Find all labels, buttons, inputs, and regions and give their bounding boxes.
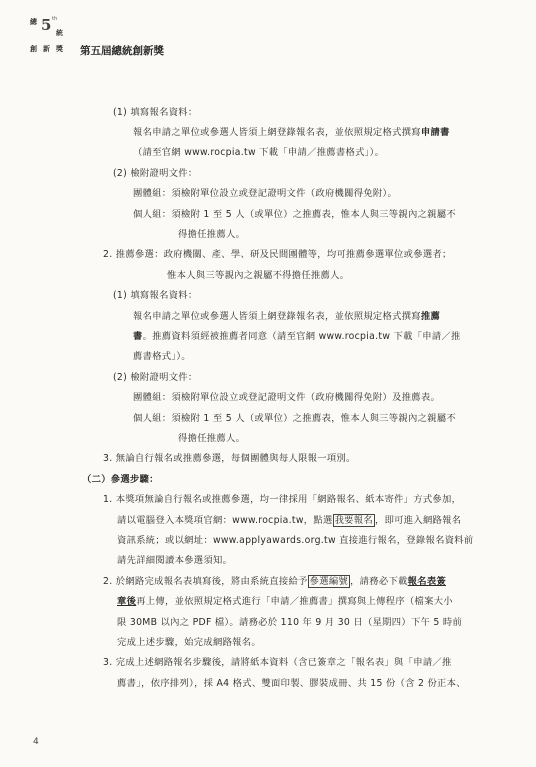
text-line: 團體組：須檢附單位設立或登記證明文件（政府機關得免附）。 [133, 188, 398, 199]
text-line: 得擔任推薦人。 [178, 229, 246, 240]
logo-char: 創 [30, 45, 37, 53]
logo-char: 總 [30, 18, 37, 26]
text-line: 2. 推薦參選：政府機關、產、學、研及民間團體等，均可推薦參選單位或參選者； [103, 249, 452, 260]
text-line: 資訊系統；或以網址：www.applyawards.org.tw 直接進行報名，登錄報名資料前 [117, 535, 474, 546]
award-logo [30, 14, 74, 54]
apply-link[interactable]: 我要報名 [334, 515, 373, 526]
text-line: 報名申請之單位或參選人皆須上網登錄報名表，並依照規定格式撰寫申請書 [133, 127, 450, 138]
text-line: 1. 本獎項無論自行報名或推薦參選，均一律採用「網路報名、紙本寄件」方式參加， [103, 494, 462, 505]
entry-number-box: 參選編號 [309, 576, 349, 587]
text-line: 3. 完成上述網路報名步驟後，請將紙本資料（含已簽章之「報名表」與「申請／推 [103, 657, 452, 668]
logo-char: 統 [56, 29, 63, 37]
text-line: 請以電腦登入本獎項官網：www.rocpia.tw，點選 我要報名 ，即可進入網路報名 [117, 515, 462, 526]
text-line: （請至官網 www.rocpia.tw 下載「申請／推薦書格式」）。 [133, 147, 385, 158]
text-line: 書。推薦資料須經被推薦者同意（請至官網 www.rocpia.tw 下載「申請／推 [133, 331, 461, 342]
page-title: 第五屆總統創新獎 [80, 45, 164, 57]
text-line: 薦書」，依序排列），採 A4 格式、雙面印製、膠裝成冊、共 15 份（含 2 份正本、 [117, 678, 466, 689]
text-line: 3. 無論自行報名或推薦參選，每個團體與每人限報一項別。 [103, 453, 356, 464]
page-number: 4 [33, 737, 39, 747]
text-line: (1) 填寫報名資料： [113, 107, 198, 118]
text-line: (2) 檢附證明文件： [113, 372, 198, 383]
logo-char: 獎 [56, 45, 63, 53]
logo-number: 5 [41, 16, 52, 34]
text-line: 報名申請之單位或參選人皆須上網登錄報名表，並依照規定格式撰寫推薦 [133, 311, 441, 322]
text-line: 惟本人與三等親內之親屬不得擔任推薦人。 [167, 270, 350, 281]
text-line: 個人組：須檢附 1 至 5 人（或單位）之推薦表，惟本人與三等親內之親屬不 [133, 209, 456, 220]
text-line: 章後再上傳，並依照規定格式進行「申請／推薦書」撰寫與上傳程序（檔案大小 [117, 596, 453, 607]
text-line: 完成上述步驟，始完成網路報名。 [117, 637, 261, 648]
text-line: 請先詳細閱讀本參選須知。 [117, 555, 233, 566]
text-line: 薦書格式」）。 [133, 351, 191, 362]
text-line: 2. 於網路完成報名表填寫後，將由系統直接給予 參選編號 ，請務必下載報名表簽 [103, 576, 447, 587]
text-line: 得擔任推薦人。 [178, 433, 246, 444]
text-line: 個人組：須檢附 1 至 5 人（或單位）之推薦表，惟本人與三等親內之親屬不 [133, 413, 456, 424]
text-line: (2) 檢附證明文件： [113, 168, 198, 179]
section-heading: （二）參選步驟： [82, 474, 159, 485]
text-line: (1) 填寫報名資料： [113, 290, 198, 301]
page-header [30, 14, 510, 57]
logo-char: 新 [43, 45, 50, 53]
text-line: 限 30MB 以內之 PDF 檔）。請務必於 110 年 9 月 30 日（星期四）下午 5 時前 [117, 617, 463, 628]
text-line: 團體組：須檢附單位設立或登記證明文件（政府機關得免附）及推薦表。 [133, 392, 441, 403]
logo-suffix: th [52, 16, 58, 22]
